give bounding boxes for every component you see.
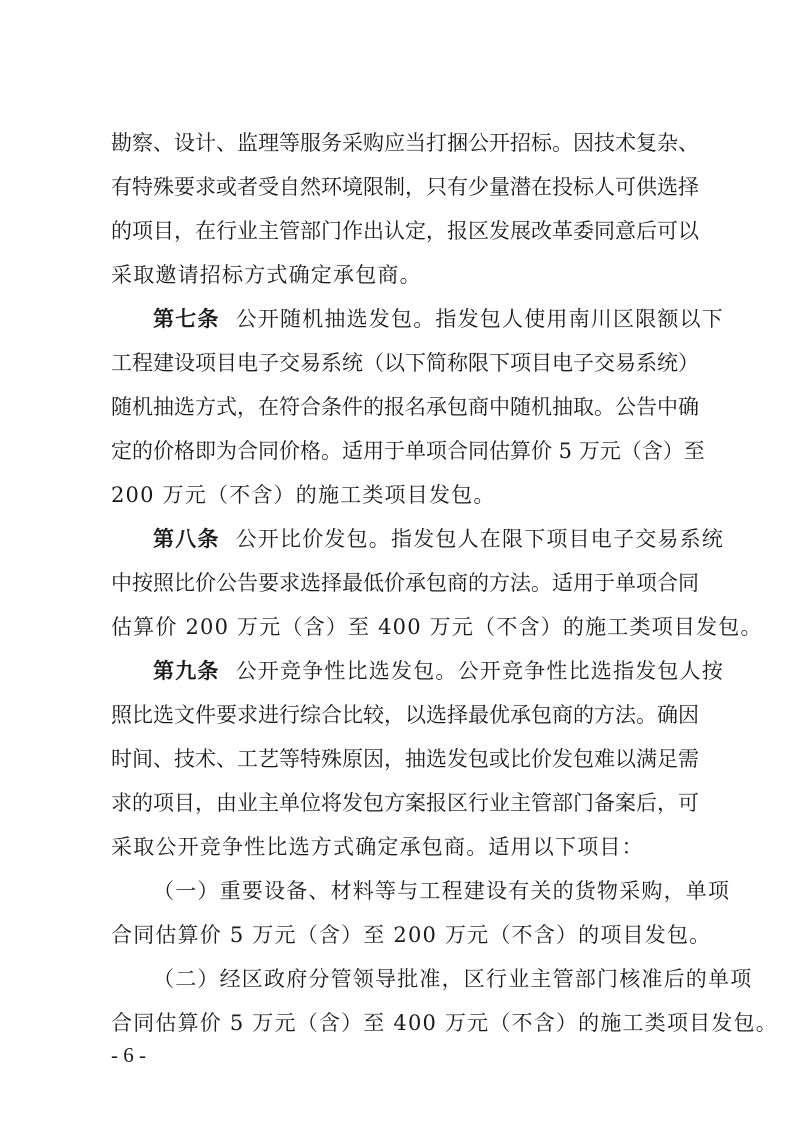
paragraph-line: 的项目，在行业主管部门作出认定，报区发展改革委同意后可以 bbox=[111, 219, 699, 243]
paragraph-line: 随机抽选方式，在符合条件的报名承包商中随机抽取。公告中确 bbox=[111, 395, 699, 419]
paragraph-line: 勘察、设计、监理等服务采购应当打捆公开招标。因技术复杂、 bbox=[111, 131, 699, 155]
article-9-text: 公开竞争性比选发包。公开竞争性比选指发包人按 bbox=[235, 659, 725, 683]
paragraph-line: 采取邀请招标方式确定承包商。 bbox=[111, 263, 422, 287]
paragraph-line: 求的项目，由业主单位将发包方案报区行业主管部门备案后，可 bbox=[111, 791, 699, 815]
paragraph-line: 定的价格即为合同价格。适用于单项合同估算价 5 万元（含）至 bbox=[111, 439, 705, 463]
paragraph-line: 估算价 200 万元（含）至 400 万元（不含）的施工类项目发包。 bbox=[111, 615, 763, 639]
article-7-first-line bbox=[111, 304, 725, 334]
paragraph-line: 中按照比价公告要求选择最低价承包商的方法。适用于单项合同 bbox=[111, 571, 699, 595]
paragraph-line: 工程建设项目电子交易系统（以下简称限下项目电子交易系统） bbox=[111, 351, 699, 375]
article-7-text: 公开随机抽选发包。指发包人使用南川区限额以下 bbox=[235, 307, 725, 331]
paragraph-line: 200 万元（不含）的施工类项目发包。 bbox=[111, 483, 496, 507]
article-9-heading: 第九条 bbox=[153, 659, 220, 683]
list-item-2-first-line: （二）经区政府分管领导批准，区行业主管部门核准后的单项 bbox=[153, 967, 753, 991]
paragraph-line: 合同估算价 5 万元（含）至 200 万元（不含）的项目发包。 bbox=[111, 923, 712, 947]
paragraph-line: 有特殊要求或者受自然环境限制，只有少量潜在投标人可供选择 bbox=[111, 175, 699, 199]
paragraph-line: 照比选文件要求进行综合比较，以选择最优承包商的方法。确因 bbox=[111, 703, 699, 727]
article-8-text: 公开比价发包。指发包人在限下项目电子交易系统 bbox=[235, 527, 725, 551]
list-item-1-first-line: （一）重要设备、材料等与工程建设有关的货物采购，单项 bbox=[153, 879, 731, 903]
page-number: - 6 - bbox=[111, 1043, 146, 1067]
article-8-first-line bbox=[111, 524, 725, 554]
article-8-heading: 第八条 bbox=[153, 527, 220, 551]
paragraph-line: 时间、技术、工艺等特殊原因，抽选发包或比价发包难以满足需 bbox=[111, 747, 699, 771]
article-7-heading: 第七条 bbox=[153, 307, 220, 331]
paragraph-line: 采取公开竞争性比选方式确定承包商。适用以下项目： bbox=[111, 835, 644, 859]
paragraph-line: 合同估算价 5 万元（含）至 400 万元（不含）的施工类项目发包。 bbox=[111, 1011, 778, 1035]
article-9-first-line bbox=[111, 656, 725, 686]
